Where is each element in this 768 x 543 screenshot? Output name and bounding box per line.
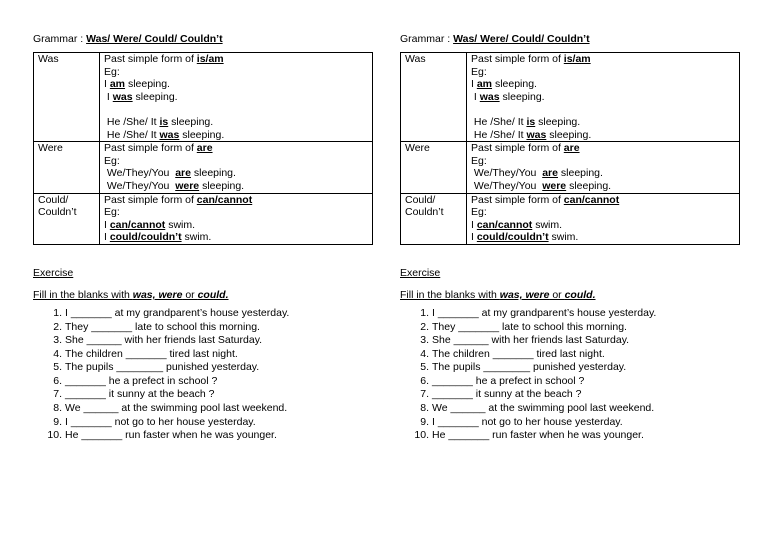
grammar-description bbox=[467, 193, 740, 244]
emphasized-word: can/cannot bbox=[109, 218, 166, 231]
worksheet-right bbox=[400, 32, 740, 443]
exercise-item bbox=[400, 348, 740, 362]
worksheet-title bbox=[400, 32, 740, 46]
text-segment: Past simple form of bbox=[104, 193, 197, 206]
text-segment: We/They/You bbox=[471, 179, 543, 192]
description-line bbox=[104, 194, 368, 207]
text-segment: Eg: bbox=[104, 206, 120, 219]
emphasized-word: could/couldn’t bbox=[476, 231, 549, 244]
item-number: 7. bbox=[53, 388, 62, 401]
grammar-term bbox=[401, 142, 467, 193]
item-text: _______ it sunny at the beach ? bbox=[432, 388, 582, 401]
grammar-term bbox=[401, 193, 467, 244]
text-segment: sleeping. bbox=[557, 167, 603, 180]
item-number: 2. bbox=[53, 320, 62, 333]
description-line bbox=[104, 116, 368, 129]
grammar-description bbox=[467, 53, 740, 142]
item-text: We ______ at the swimming pool last weekend. bbox=[432, 402, 655, 415]
text-segment: We/They/You bbox=[104, 179, 176, 192]
text-segment: Past simple form of bbox=[471, 193, 564, 206]
text-segment: Eg: bbox=[471, 206, 487, 219]
exercise-instruction bbox=[33, 288, 373, 302]
text-segment: We/They/You bbox=[471, 167, 543, 180]
description-line bbox=[104, 142, 368, 155]
exercise-item bbox=[400, 429, 740, 443]
exercise-item bbox=[33, 416, 373, 430]
text-segment: sleeping. bbox=[546, 128, 592, 141]
exercise-list bbox=[33, 307, 373, 443]
grammar-term bbox=[401, 53, 467, 142]
text-segment: sleeping. bbox=[499, 90, 545, 103]
term-line: Couldn’t bbox=[38, 206, 77, 219]
description-line bbox=[471, 116, 735, 129]
description-line bbox=[104, 78, 368, 91]
exercise-heading: Exercise bbox=[33, 266, 74, 279]
grammar-term bbox=[34, 53, 100, 142]
emphasized-word: are bbox=[542, 167, 558, 180]
description-line bbox=[471, 142, 735, 155]
text-segment: sleeping. bbox=[190, 167, 236, 180]
exercise-item bbox=[33, 334, 373, 348]
text-segment: I bbox=[471, 90, 480, 103]
term-line: Was bbox=[38, 53, 59, 65]
exercise-item bbox=[400, 334, 740, 348]
emphasized-word: were bbox=[175, 179, 200, 192]
item-number: 5. bbox=[53, 361, 62, 374]
exercise-item bbox=[33, 402, 373, 416]
instruction-word: was, were bbox=[499, 288, 550, 301]
description-line bbox=[104, 180, 368, 193]
text-segment: sleeping. bbox=[179, 128, 225, 141]
exercise-item bbox=[400, 388, 740, 402]
instruction-word: was, were bbox=[132, 288, 183, 301]
term-line: Were bbox=[405, 142, 430, 155]
instruction-word: could. bbox=[197, 288, 229, 301]
item-number: 4. bbox=[420, 347, 429, 360]
grammar-row bbox=[401, 142, 740, 193]
grammar-table bbox=[400, 52, 740, 245]
title-topic: Was/ Were/ Could/ Couldn’t bbox=[453, 33, 590, 45]
description-line bbox=[104, 53, 368, 66]
item-number: 1. bbox=[53, 306, 62, 319]
description-line bbox=[471, 194, 735, 207]
term-line: Couldn’t bbox=[405, 206, 444, 219]
description-line bbox=[471, 155, 735, 168]
grammar-row bbox=[34, 193, 373, 244]
term-line: Could/ bbox=[38, 193, 69, 206]
exercise-item bbox=[400, 321, 740, 335]
grammar-row bbox=[34, 53, 373, 142]
instruction-text: or bbox=[549, 288, 565, 301]
instruction-text: Fill in the blanks with bbox=[33, 288, 133, 301]
text-segment: I bbox=[104, 231, 110, 244]
text-segment: He /She/ It bbox=[104, 115, 160, 128]
description-line bbox=[471, 231, 735, 244]
description-line bbox=[104, 91, 368, 104]
text-segment: swim. bbox=[165, 218, 196, 231]
description-line bbox=[104, 167, 368, 180]
instruction-word: could. bbox=[564, 288, 596, 301]
title-topic: Was/ Were/ Could/ Couldn’t bbox=[86, 33, 223, 45]
text-segment: Eg: bbox=[104, 65, 120, 78]
description-line bbox=[471, 78, 735, 91]
worksheet-title bbox=[33, 32, 373, 46]
text-segment: He /She/ It bbox=[104, 128, 160, 141]
exercise-item bbox=[400, 416, 740, 430]
item-text: We ______ at the swimming pool last weekend. bbox=[65, 402, 288, 415]
exercise-item bbox=[400, 375, 740, 389]
item-text: He _______ run faster when he was younger. bbox=[65, 429, 277, 442]
exercise-item bbox=[400, 402, 740, 416]
exercise-item bbox=[33, 375, 373, 389]
text-segment: swim. bbox=[532, 218, 563, 231]
grammar-term bbox=[34, 193, 100, 244]
title-prefix: Grammar : bbox=[33, 33, 87, 45]
item-number: 5. bbox=[420, 361, 429, 374]
item-number: 6. bbox=[420, 374, 429, 387]
emphasized-word: can/cannot bbox=[196, 193, 253, 206]
emphasized-word: can/cannot bbox=[476, 218, 533, 231]
item-number: 2. bbox=[420, 320, 429, 333]
item-number: 10. bbox=[47, 429, 62, 442]
item-text: _______ he a prefect in school ? bbox=[432, 374, 585, 387]
emphasized-word: were bbox=[542, 179, 567, 192]
description-line bbox=[471, 53, 735, 66]
item-text: I _______ not go to her house yesterday. bbox=[65, 415, 256, 428]
text-segment: sleeping. bbox=[535, 115, 581, 128]
emphasized-word: am bbox=[109, 78, 126, 91]
emphasized-word: was bbox=[479, 90, 500, 103]
description-line bbox=[471, 66, 735, 79]
description-line bbox=[104, 155, 368, 168]
item-text: He _______ run faster when he was younger. bbox=[432, 429, 644, 442]
text-segment: Eg: bbox=[471, 154, 487, 167]
item-text: I _______ not go to her house yesterday. bbox=[432, 415, 623, 428]
text-segment: Past simple form of bbox=[471, 53, 564, 65]
description-line bbox=[471, 129, 735, 142]
grammar-term bbox=[34, 142, 100, 193]
text-segment: sleeping. bbox=[168, 115, 214, 128]
item-number: 9. bbox=[53, 415, 62, 428]
emphasized-word: is/am bbox=[196, 53, 224, 65]
emphasized-word: is/am bbox=[563, 53, 591, 65]
emphasized-word: are bbox=[196, 142, 213, 155]
text-segment: Past simple form of bbox=[471, 142, 564, 155]
item-number: 8. bbox=[53, 402, 62, 415]
text-segment: Eg: bbox=[104, 154, 120, 167]
item-text: The pupils ________ punished yesterday. bbox=[432, 361, 627, 374]
description-line bbox=[471, 91, 735, 104]
emphasized-word: am bbox=[476, 78, 493, 91]
grammar-description bbox=[100, 193, 373, 244]
text-segment: Eg: bbox=[471, 65, 487, 78]
item-text: I _______ at my grandparent’s house yesterday. bbox=[432, 306, 657, 319]
description-line bbox=[104, 206, 368, 219]
item-number: 4. bbox=[53, 347, 62, 360]
text-segment: Past simple form of bbox=[104, 142, 197, 155]
text-segment: swim. bbox=[181, 231, 212, 244]
instruction-text: Fill in the blanks with bbox=[400, 288, 500, 301]
exercise-item bbox=[33, 429, 373, 443]
text-segment: sleeping. bbox=[125, 78, 170, 91]
exercise-item bbox=[33, 348, 373, 362]
text-segment: He /She/ It bbox=[471, 115, 527, 128]
exercise-instruction bbox=[400, 288, 740, 302]
emphasized-word: was bbox=[526, 128, 547, 141]
grammar-description bbox=[100, 142, 373, 193]
exercise-item bbox=[400, 307, 740, 321]
exercise-item bbox=[400, 361, 740, 375]
description-line bbox=[104, 219, 368, 232]
description-line bbox=[471, 103, 735, 116]
text-segment: I bbox=[471, 231, 477, 244]
text-segment: We/They/You bbox=[104, 167, 176, 180]
item-number: 8. bbox=[420, 402, 429, 415]
term-line: Were bbox=[38, 142, 63, 155]
description-line bbox=[104, 129, 368, 142]
text-segment: sleeping. bbox=[132, 90, 178, 103]
emphasized-word: is bbox=[526, 115, 536, 128]
item-number: 3. bbox=[420, 334, 429, 347]
exercise-item bbox=[33, 361, 373, 375]
grammar-table bbox=[33, 52, 373, 245]
exercise-item bbox=[33, 307, 373, 321]
text-segment: sleeping. bbox=[492, 78, 537, 91]
emphasized-word: can/cannot bbox=[563, 193, 620, 206]
grammar-description bbox=[100, 53, 373, 142]
term-line: Was bbox=[405, 53, 426, 65]
description-line bbox=[471, 167, 735, 180]
item-text: She ______ with her friends last Saturday. bbox=[432, 334, 630, 347]
description-line bbox=[471, 219, 735, 232]
emphasized-word: was bbox=[112, 90, 133, 103]
item-number: 3. bbox=[53, 334, 62, 347]
grammar-row bbox=[34, 142, 373, 193]
item-number: 6. bbox=[53, 374, 62, 387]
worksheet-left bbox=[33, 32, 373, 443]
text-segment: I bbox=[104, 218, 110, 231]
item-text: I _______ at my grandparent’s house yesterday. bbox=[65, 306, 290, 319]
item-text: _______ he a prefect in school ? bbox=[65, 374, 218, 387]
description-line bbox=[104, 231, 368, 244]
emphasized-word: are bbox=[175, 167, 191, 180]
item-text: The children _______ tired last night. bbox=[65, 347, 238, 360]
exercise-list bbox=[400, 307, 740, 443]
description-line bbox=[104, 103, 368, 116]
item-text: The pupils ________ punished yesterday. bbox=[65, 361, 260, 374]
text-segment: I bbox=[104, 78, 110, 91]
description-line bbox=[471, 206, 735, 219]
item-number: 1. bbox=[420, 306, 429, 319]
instruction-text: or bbox=[182, 288, 198, 301]
emphasized-word: are bbox=[563, 142, 580, 155]
exercise-heading: Exercise bbox=[400, 266, 441, 279]
text-segment: I bbox=[104, 90, 113, 103]
text-segment: Past simple form of bbox=[104, 53, 197, 65]
text-segment: I bbox=[471, 78, 477, 91]
grammar-row bbox=[401, 53, 740, 142]
description-line bbox=[104, 66, 368, 79]
emphasized-word: could/couldn’t bbox=[109, 231, 182, 244]
title-prefix: Grammar : bbox=[400, 33, 454, 45]
text-segment: I bbox=[471, 218, 477, 231]
item-text: _______ it sunny at the beach ? bbox=[65, 388, 215, 401]
grammar-row bbox=[401, 193, 740, 244]
description-line bbox=[471, 180, 735, 193]
text-segment: sleeping. bbox=[199, 179, 245, 192]
item-number: 9. bbox=[420, 415, 429, 428]
text-segment: swim. bbox=[548, 231, 579, 244]
item-number: 7. bbox=[420, 388, 429, 401]
exercise-item bbox=[33, 321, 373, 335]
emphasized-word: was bbox=[159, 128, 180, 141]
grammar-description bbox=[467, 142, 740, 193]
item-text: They _______ late to school this morning. bbox=[65, 320, 260, 333]
item-text: She ______ with her friends last Saturday. bbox=[65, 334, 263, 347]
item-text: They _______ late to school this morning. bbox=[432, 320, 627, 333]
exercise-item bbox=[33, 388, 373, 402]
term-line: Could/ bbox=[405, 193, 436, 206]
text-segment: He /She/ It bbox=[471, 128, 527, 141]
text-segment: sleeping. bbox=[566, 179, 612, 192]
item-text: The children _______ tired last night. bbox=[432, 347, 605, 360]
emphasized-word: is bbox=[159, 115, 169, 128]
item-number: 10. bbox=[414, 429, 429, 442]
